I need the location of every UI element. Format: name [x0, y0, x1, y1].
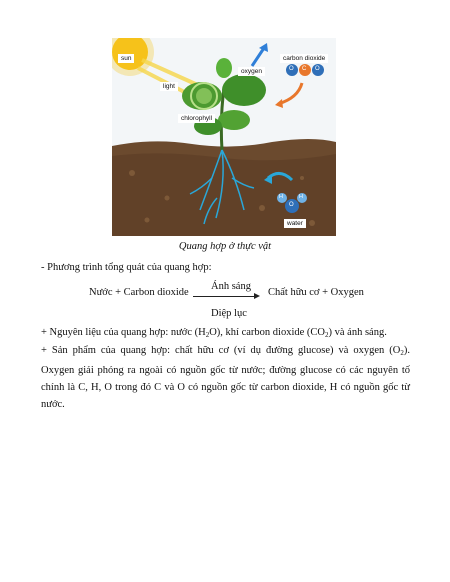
- photosynthesis-illustration: [112, 38, 336, 236]
- oxygen-label: oxygen: [238, 67, 265, 76]
- atom-o-label-2: O: [315, 66, 320, 72]
- equation-condition-light: Ánh sáng: [211, 281, 251, 292]
- atom-o-label-1: O: [289, 66, 294, 72]
- products-paragraph: + Sản phẩm của quang hợp: chất hữu cơ (ví dụ đường glucose) và oxygen $(O_2)$. Oxygen giải phóng ra ngoài có nguồn gốc từ nước; đường glucose có các nguyên tố chính là C, H, O trong đó C và O có nguồn gốc từ carbon dioxide, H có nguồn gốc từ nước.: [41, 345, 410, 410]
- carbon-dioxide-label: carbon dioxide: [280, 54, 328, 63]
- equation-reactants: Nước + Carbon dioxide: [89, 287, 189, 298]
- atom-o-label-water: O: [289, 202, 294, 208]
- light-label: light: [160, 82, 178, 91]
- equation-heading: - Phương trình tổng quát của quang hợp:: [41, 262, 212, 273]
- atom-h-label-2: H: [299, 194, 303, 200]
- figure-caption: Quang hợp ở thực vật: [178, 241, 272, 252]
- atom-h-label-1: H: [279, 194, 283, 200]
- reaction-arrow: [193, 296, 257, 297]
- materials-paragraph: + Nguyên liệu của quang hợp: nước $(H_2O)$, khí carbon dioxide $(CO_2)$ và ánh sáng.: [41, 327, 387, 339]
- chlorophyll-label: chlorophyll: [178, 114, 215, 123]
- water-label: water: [284, 219, 306, 228]
- sun-label: sun: [118, 54, 134, 63]
- equation-products: Chất hữu cơ + Oxygen: [268, 287, 364, 298]
- equation-condition-chlorophyll: Diệp lục: [211, 308, 247, 319]
- reaction-arrow-head: [254, 293, 260, 299]
- atom-c-label: C: [302, 66, 307, 72]
